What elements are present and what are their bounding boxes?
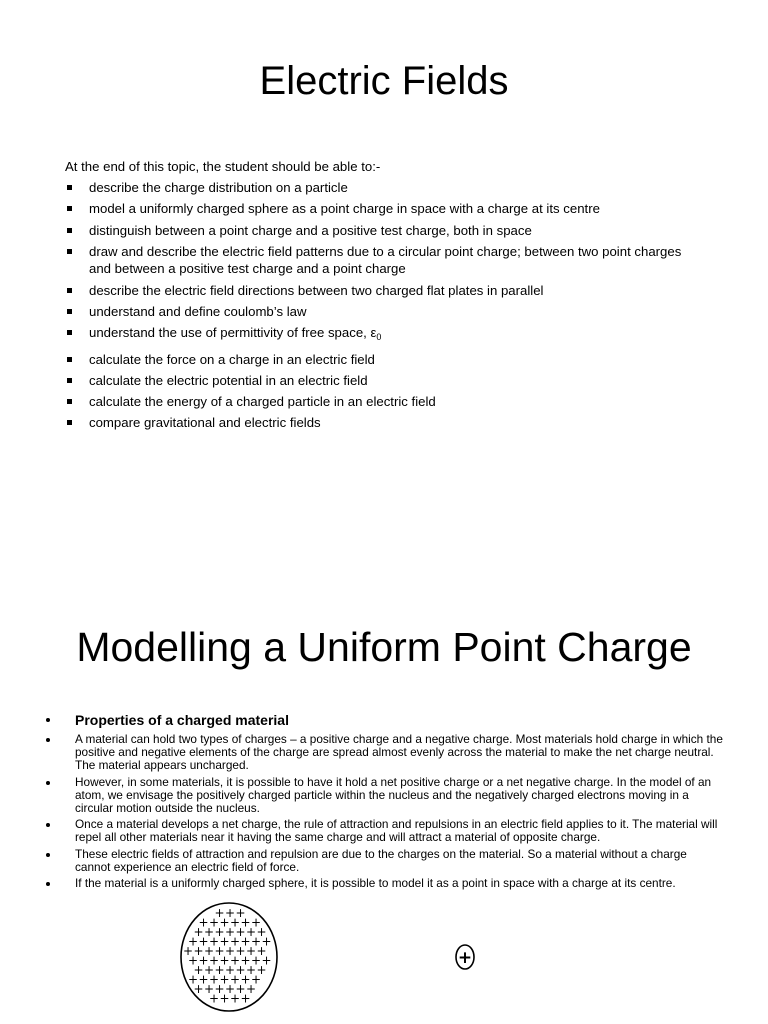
property-text: However, in some materials, it is possible to have it hold a net positive charge or a net negative charge. In the model of an atom, we envisage the positively charged particle within the nucleus and the negatively charged electrons moving in a circular motion outside the nucleus. (75, 774, 712, 816)
plus-charge-icon: + (203, 963, 215, 977)
objective-text: understand and define coulomb’s law (89, 303, 307, 319)
square-bullet-icon (67, 330, 72, 335)
plus-charge-icon: + (245, 982, 257, 996)
plus-charge-icon: + (193, 925, 204, 939)
objective-item (65, 324, 685, 347)
property-item (44, 848, 724, 874)
bullet-icon (46, 823, 50, 827)
objective-text: draw and describe the electric field patterns due to a circular point charge; between two point charges and between a positive test charge and a point charge (89, 243, 682, 277)
bullet-icon (46, 781, 50, 785)
plus-charge-icon: + (250, 934, 262, 949)
plus-charge-icon: + (224, 944, 236, 958)
property-item (44, 733, 724, 773)
objective-text: compare gravitational and electric fields (89, 415, 321, 431)
plus-charge-icon: + (235, 982, 246, 996)
plus-charge-icon: + (229, 915, 241, 930)
plus-charge-icon: + (208, 934, 220, 949)
property-item (44, 818, 724, 844)
plus-charge-icon: + (219, 972, 230, 987)
plus-charge-icon: + (240, 934, 251, 949)
plus-charge-icon: + (208, 972, 220, 987)
plus-charge-icon: + (250, 972, 262, 987)
plus-charge-icon: + (229, 972, 241, 987)
square-bullet-icon (67, 378, 72, 383)
plus-charge-icon: + (235, 906, 246, 920)
objective-item (65, 243, 685, 278)
properties-heading (44, 711, 724, 729)
square-bullet-icon (67, 399, 72, 404)
plus-charge-icon: + (187, 934, 199, 949)
permittivity-subscript: 0 (376, 332, 382, 343)
plus-charge-icon: + (203, 982, 215, 996)
charged-sphere-diagram (176, 899, 282, 1015)
plus-charge-icon: + (240, 991, 251, 1006)
properties-list (44, 711, 724, 893)
plus-charge-icon: + (256, 963, 267, 977)
square-bullet-icon (67, 357, 72, 362)
plus-charge-icon: + (203, 944, 215, 958)
plus-charge-icon: + (219, 953, 230, 968)
plus-charge-icon: + (240, 915, 251, 930)
objective-text: model a uniformly charged sphere as a point charge in space with a charge at its centre (89, 201, 600, 217)
plus-charge-icon: + (219, 915, 230, 930)
plus-charge-icon: + (256, 944, 267, 958)
bullet-icon (46, 853, 50, 857)
plus-charge-icon: + (203, 925, 215, 939)
objectives-intro: At the end of this topic, the student should be able to:- (65, 159, 381, 174)
plus-charge-icon: + (235, 925, 246, 939)
plus-charge-icon: + (208, 953, 220, 968)
plus-charge-icon: + (214, 944, 225, 958)
property-text: A material can hold two types of charges – a positive charge and a negative charge. Most materials hold charge in which the positive and negative elements of the charge are spread almost evenly across the material to make the net charge neutral. The material appears uncharged. (75, 732, 723, 773)
objective-item (65, 303, 685, 321)
slide-title: Modelling a Uniform Point Charge (76, 624, 692, 670)
objective-text: understand the use of permittivity of free space, ε (89, 325, 377, 341)
properties-heading-text: Properties of a charged material (75, 712, 289, 728)
plus-charge-icon: + (214, 925, 225, 939)
plus-charge-icon: + (182, 944, 194, 958)
property-text: If the material is a uniformly charged sphere, it is possible to model it as a point in space with a charge at its centre. (75, 876, 676, 891)
plus-charge-icon: + (214, 963, 225, 977)
plus-charge-icon: + (219, 934, 230, 949)
property-item (44, 776, 724, 816)
square-bullet-icon (67, 249, 72, 254)
objective-text: calculate the force on a charge in an electric field (89, 351, 375, 367)
plus-charge-icon: + (187, 972, 199, 987)
plus-charge-icon: + (224, 963, 236, 977)
objective-item (65, 351, 685, 369)
point-charge-diagram (452, 941, 478, 971)
plus-charge-icon: + (187, 953, 199, 968)
plus-charge-icon: + (240, 972, 251, 987)
plus-charge-icon: + (245, 925, 257, 939)
plus-charge-icon: + (250, 915, 262, 930)
objective-text: calculate the electric potential in an electric field (89, 372, 368, 388)
plus-charge-icon: + (245, 944, 257, 958)
objective-item (65, 372, 685, 390)
slide-modelling-point-charge (0, 575, 768, 1024)
objective-text: calculate the energy of a charged particle in an electric field (89, 394, 436, 410)
plus-charge-icon: + (261, 953, 272, 968)
square-bullet-icon (67, 420, 72, 425)
square-bullet-icon (67, 309, 72, 314)
plus-charge-icon: + (224, 906, 236, 920)
plus-charge-icon: + (256, 925, 267, 939)
plus-charge-icon: + (193, 944, 204, 958)
plus-charge-icon: + (224, 925, 236, 939)
plus-charge-icon: + (193, 982, 204, 996)
bullet-icon (46, 738, 50, 742)
plus-charge-icon: + (229, 934, 241, 949)
square-bullet-icon (67, 288, 72, 293)
objectives-list (65, 179, 685, 436)
square-bullet-icon (67, 206, 72, 211)
objective-item (65, 179, 685, 197)
plus-charge-icon: + (198, 915, 209, 930)
plus-charge-icon: + (214, 906, 225, 920)
plus-charge-icon: + (193, 963, 204, 977)
plus-charge-icon: + (208, 915, 220, 930)
objective-item (65, 414, 685, 432)
plus-charge-icon: + (198, 972, 209, 987)
plus-charge-icon: + (240, 953, 251, 968)
sphere-charges (183, 906, 272, 1006)
plus-charge-icon: + (229, 953, 241, 968)
objective-item (65, 222, 685, 240)
plus-charge-icon: + (235, 944, 246, 958)
square-bullet-icon (67, 185, 72, 190)
plus-charge-icon: + (245, 963, 257, 977)
square-bullet-icon (67, 228, 72, 233)
property-text: Once a material develops a net charge, the rule of attraction and repulsions in an electric field applies to it. The material will repel all other materials near it having the same charge and will attract a material of opposite charge. (75, 817, 718, 845)
property-text: These electric fields of attraction and repulsion are due to the charges on the material. So a material without a charge cannot experience an electric field of force. (75, 846, 687, 874)
bullet-icon (46, 718, 50, 722)
plus-charge-icon: + (229, 991, 241, 1006)
property-item (44, 877, 724, 890)
bullet-icon (46, 882, 50, 886)
plus-charge-icon: + (250, 953, 262, 968)
plus-charge-icon: + (224, 982, 236, 996)
objective-item (65, 393, 685, 411)
plus-charge-icon: + (214, 982, 225, 996)
plus-charge-icon: + (261, 934, 272, 949)
plus-charge-icon: + (198, 953, 209, 968)
slide-title: Electric Fields (259, 59, 509, 103)
plus-charge-icon: + (208, 991, 220, 1006)
point-charge-symbol: + (457, 948, 473, 968)
plus-charge-icon: + (198, 934, 209, 949)
plus-charge-icon: + (219, 991, 230, 1006)
objective-item (65, 282, 685, 300)
objective-text: distinguish between a point charge and a positive test charge, both in space (89, 222, 532, 238)
plus-charge-icon: + (235, 963, 246, 977)
objective-text: describe the electric field directions between two charged flat plates in parallel (89, 282, 544, 298)
objective-item (65, 200, 685, 218)
objective-text: describe the charge distribution on a particle (89, 180, 348, 195)
